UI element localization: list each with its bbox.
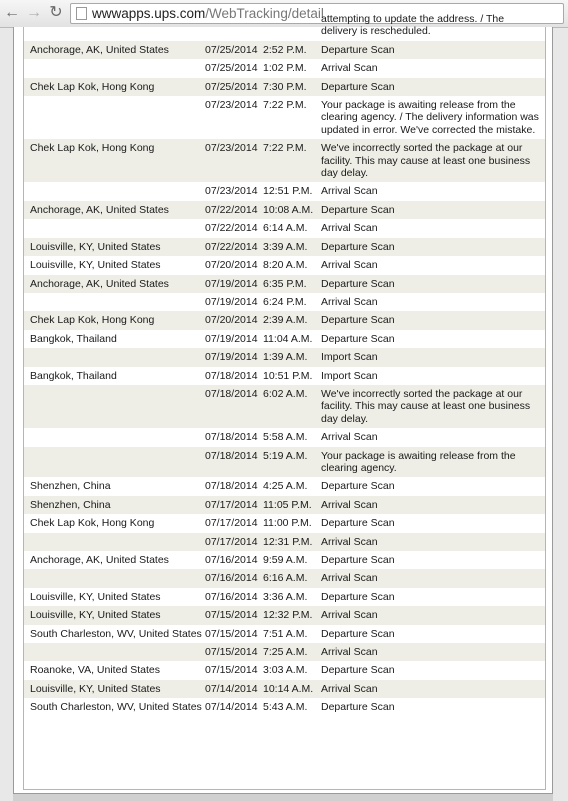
time-cell: 7:22 P.M. [263,139,321,182]
table-row [24,182,545,200]
table-row [24,256,545,274]
location-cell [24,96,205,139]
time-cell: 6:14 A.M. [263,222,308,235]
table-row [24,275,545,293]
table-row [24,606,545,624]
table-row [24,59,545,77]
activity-cell: Arrival Scan [321,185,378,198]
shipment-progress-table [24,10,545,717]
table-row [24,311,545,329]
date-cell: 07/23/2014 [205,99,258,112]
table-row [24,96,545,139]
time-cell: 8:20 A.M. [263,259,308,272]
activity-cell: Arrival Scan [321,606,545,624]
time-cell: 3:03 A.M. [263,664,308,677]
date-cell: 07/25/2014 [205,62,258,75]
date-cell: 07/17/2014 [205,533,263,551]
location-cell: South Charleston, WV, United States [30,627,202,640]
date-cell: 07/15/2014 [205,606,263,624]
reload-icon[interactable]: ↻ [49,4,63,21]
time-cell: 2:52 P.M. [263,41,321,59]
location-cell: South Charleston, WV, United States [30,701,202,714]
activity-cell: Arrival Scan [321,643,545,661]
table-row [24,588,545,606]
location-cell: Roanoke, VA, United States [30,664,160,677]
activity-cell: Arrival Scan [321,680,545,698]
time-cell: 4:25 A.M. [263,480,308,493]
date-cell: 07/14/2014 [205,680,263,698]
date-cell: 07/23/2014 [205,139,263,182]
activity-cell: Your package is awaiting release from the clearing agency. [321,447,545,478]
activity-cell: Departure Scan [321,664,395,677]
activity-cell: Departure Scan [321,78,545,96]
location-cell: Anchorage, AK, United States [24,41,205,59]
date-cell: 07/20/2014 [205,311,263,329]
activity-cell: Departure Scan [321,201,545,219]
date-cell: 07/22/2014 [205,201,263,219]
date-cell: 07/18/2014 [205,447,263,478]
location-cell [24,447,205,478]
table-row [24,367,545,385]
url-path: /WebTracking/detail [205,6,324,21]
date-cell: 07/15/2014 [205,627,258,640]
location-cell: Louisville, KY, United States [30,259,161,272]
location-cell [24,348,205,366]
back-arrow-icon[interactable]: ← [4,4,20,21]
date-cell: 07/18/2014 [205,385,263,428]
date-cell: 07/25/2014 [205,78,263,96]
location-cell: Shenzhen, China [24,496,205,514]
table-row [24,533,545,551]
time-cell: 2:39 A.M. [263,311,321,329]
activity-cell: Arrival Scan [321,62,378,75]
location-cell [24,428,205,446]
date-cell: 07/17/2014 [205,496,263,514]
activity-cell: attempting to update the address. / The delivery is rescheduled. [321,13,505,38]
table-row [24,428,545,446]
location-cell: Anchorage, AK, United States [30,554,169,566]
time-cell: 12:31 P.M. [263,533,321,551]
table-row [24,78,545,96]
activity-cell: Departure Scan [321,554,395,566]
activity-cell: Arrival Scan [321,295,378,308]
time-cell: 10:14 A.M. [263,680,321,698]
location-cell: Anchorage, AK, United States [24,201,205,219]
time-cell: 6:02 A.M. [263,385,321,428]
table-row [24,643,545,661]
table-row [24,348,545,366]
location-cell: Bangkok, Thailand [30,369,117,382]
time-cell: 12:32 P.M. [263,606,321,624]
date-cell: 07/15/2014 [205,643,263,661]
time-cell: 6:35 P.M. [263,275,321,293]
date-cell: 07/22/2014 [205,222,258,235]
date-cell: 07/16/2014 [205,569,263,587]
activity-cell: Departure Scan [321,517,395,530]
table-row [24,477,545,495]
activity-cell: Arrival Scan [321,222,378,235]
activity-cell: Departure Scan [321,275,545,293]
activity-cell: Departure Scan [321,41,545,59]
time-cell: 5:19 A.M. [263,447,321,478]
date-cell: 07/19/2014 [205,348,263,366]
time-cell: 10:51 P.M. [263,369,313,382]
location-cell: Anchorage, AK, United States [24,275,205,293]
forward-arrow-icon[interactable]: → [26,4,42,21]
location-cell [24,293,205,311]
activity-cell: Your package is awaiting release from the clearing agency. / The delivery information was updated in error. We've corrected the mistake. [321,99,539,136]
time-cell: 11:05 P.M. [263,496,321,514]
table-row [24,661,545,679]
table-row [24,447,545,478]
date-cell [205,10,263,41]
activity-cell: We've incorrectly sorted the package at our facility. This may cause at least one business day delay. [321,385,545,428]
location-cell [24,59,205,77]
time-cell: 10:08 A.M. [263,201,321,219]
table-row [24,680,545,698]
location-cell: Louisville, KY, United States [24,238,205,256]
activity-cell: Departure Scan [321,332,395,345]
table-row [24,698,545,716]
location-cell [24,219,205,237]
table-row [24,551,545,569]
time-cell: 6:16 A.M. [263,569,321,587]
activity-cell: Arrival Scan [321,569,545,587]
activity-cell: We've incorrectly sorted the package at our facility. This may cause at least one business day delay. [321,139,545,182]
table-row [24,330,545,348]
time-cell: 7:22 P.M. [263,99,307,112]
table-row [24,10,545,41]
date-cell: 07/17/2014 [205,517,258,530]
location-cell: Chek Lap Kok, Hong Kong [30,517,155,530]
time-cell: 12:51 P.M. [263,185,313,198]
date-cell: 07/15/2014 [205,664,258,677]
table-row [24,514,545,532]
table-row [24,201,545,219]
location-cell: Bangkok, Thailand [30,332,117,345]
url-host: wwwapps.ups.com [92,6,206,21]
location-cell: Chek Lap Kok, Hong Kong [24,139,205,182]
location-cell [24,533,205,551]
time-cell: 11:04 A.M. [263,332,313,345]
date-cell: 07/23/2014 [205,185,258,198]
activity-cell: Arrival Scan [321,431,378,444]
location-cell: Chek Lap Kok, Hong Kong [24,311,205,329]
date-cell: 07/14/2014 [205,701,258,714]
time-cell: 7:51 A.M. [263,627,308,640]
table-row [24,219,545,237]
date-cell: 07/19/2014 [205,275,263,293]
table-row [24,496,545,514]
date-cell: 07/19/2014 [205,332,258,345]
activity-cell: Departure Scan [321,627,395,640]
date-cell: 07/16/2014 [205,590,258,603]
time-cell: 5:43 A.M. [263,701,308,714]
activity-cell: Arrival Scan [321,533,545,551]
activity-cell: Departure Scan [321,590,395,603]
activity-cell: Import Scan [321,348,545,366]
date-cell: 07/18/2014 [205,480,258,493]
time-cell: 5:58 A.M. [263,431,308,444]
table-row [24,293,545,311]
activity-cell: Departure Scan [321,701,395,714]
time-cell: 3:39 A.M. [263,238,321,256]
activity-cell: Departure Scan [321,311,545,329]
location-cell [24,10,205,41]
time-cell: 1:39 A.M. [263,348,321,366]
location-cell: Shenzhen, China [30,480,111,493]
activity-cell: Import Scan [321,369,378,382]
location-cell: Louisville, KY, United States [24,606,205,624]
location-cell: Louisville, KY, United States [30,590,161,603]
table-row [24,139,545,182]
date-cell: 07/16/2014 [205,554,258,566]
time-cell: 7:25 A.M. [263,643,321,661]
table-row [24,41,545,59]
table-row [24,385,545,428]
activity-cell: Departure Scan [321,238,545,256]
date-cell: 07/20/2014 [205,259,258,272]
date-cell: 07/18/2014 [205,369,258,382]
time-cell: 6:24 P.M. [263,295,307,308]
location-cell [24,643,205,661]
date-cell: 07/19/2014 [205,295,258,308]
time-cell: 1:02 P.M. [263,62,307,75]
location-cell: Chek Lap Kok, Hong Kong [24,78,205,96]
date-cell: 07/18/2014 [205,431,258,444]
time-cell: 3:36 A.M. [263,590,308,603]
location-cell [24,569,205,587]
table-row [24,238,545,256]
location-cell [24,385,205,428]
date-cell: 07/25/2014 [205,41,263,59]
table-row [24,569,545,587]
activity-cell: Departure Scan [321,480,395,493]
location-cell [24,182,205,200]
time-cell: 9:59 A.M. [263,554,308,566]
time-cell: 7:30 P.M. [263,78,321,96]
date-cell: 07/22/2014 [205,238,263,256]
table-row [24,625,545,643]
time-cell [263,10,321,41]
time-cell: 11:00 P.M. [263,517,312,530]
activity-cell: Arrival Scan [321,259,378,272]
page-bottom-edge [13,793,553,801]
location-cell: Louisville, KY, United States [24,680,205,698]
activity-cell: Arrival Scan [321,496,545,514]
